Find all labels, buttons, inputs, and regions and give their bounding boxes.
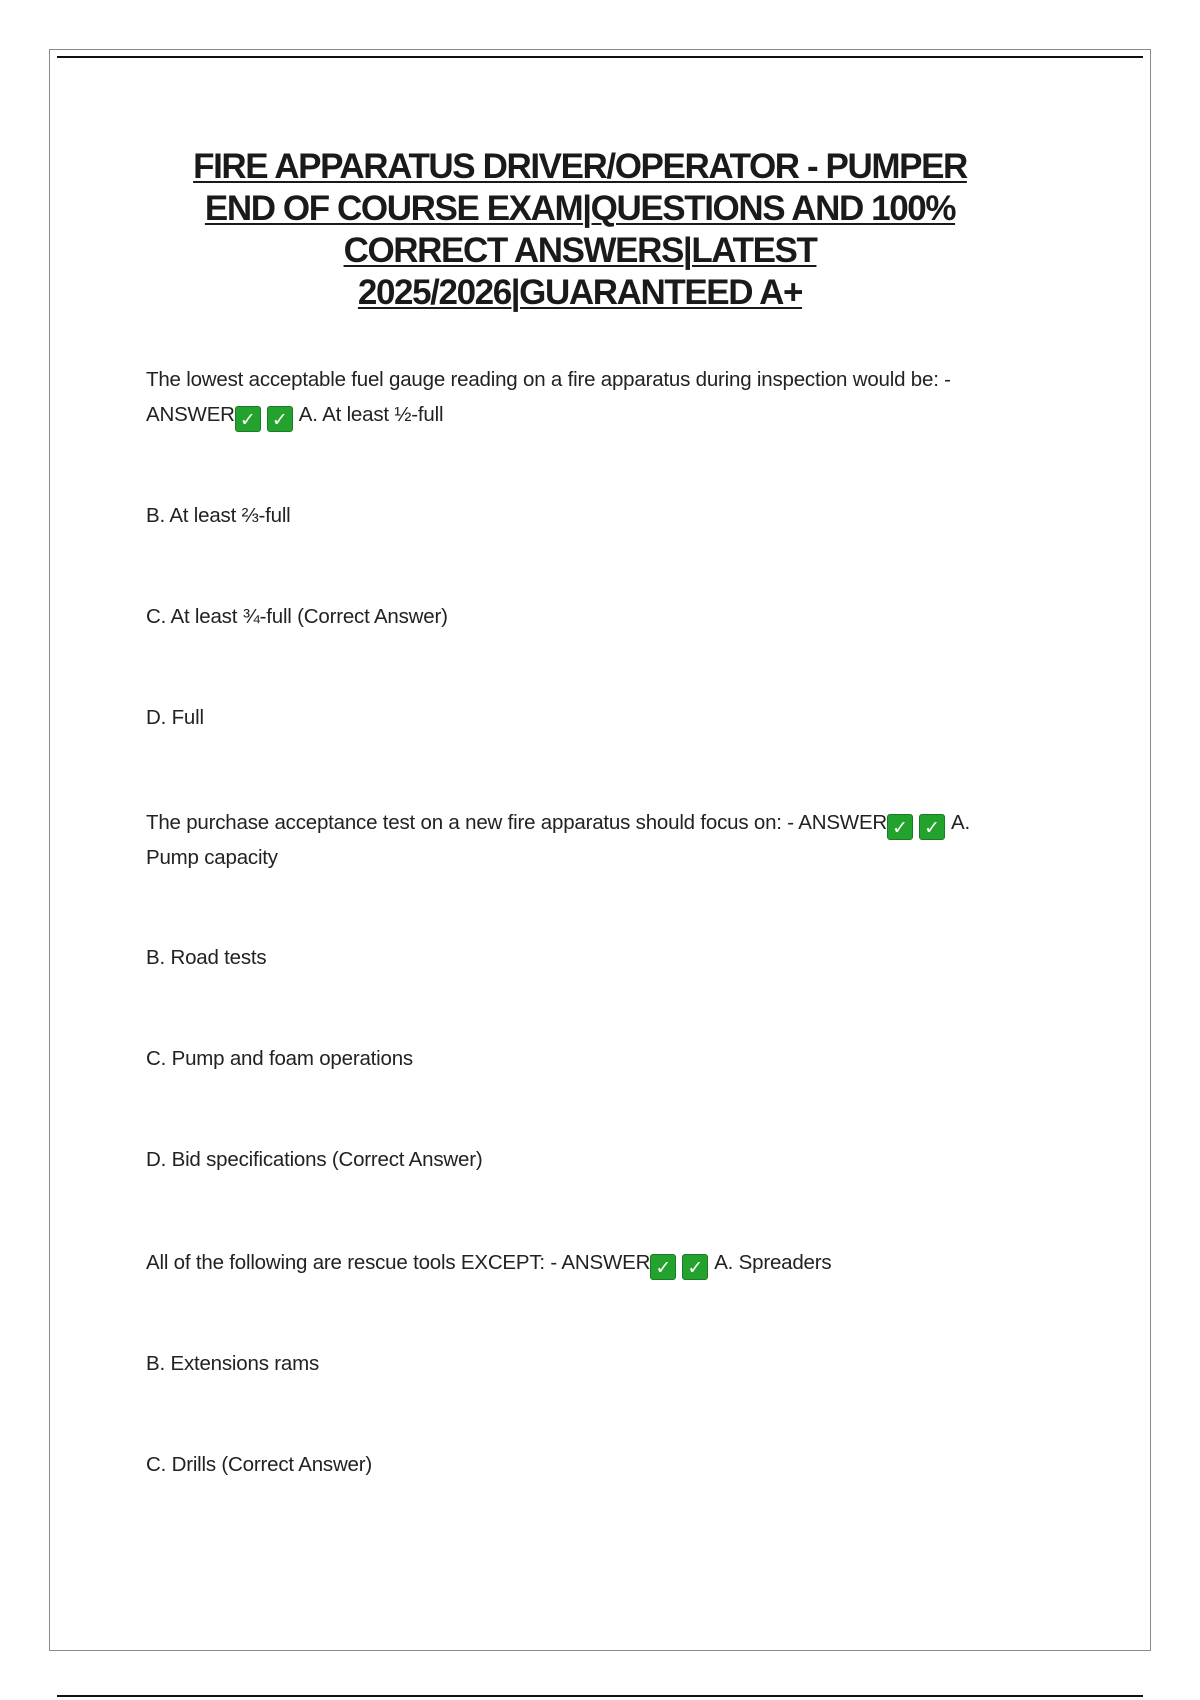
page-title [140, 146, 1020, 314]
check-mark-icon: ✓ [267, 406, 293, 432]
question-1-option-d: D. Full [146, 706, 204, 729]
question-3-option-c: C. Drills (Correct Answer) [146, 1453, 373, 1476]
check-mark-icon: ✓ [887, 814, 913, 840]
check-mark-icon: ✓ [650, 1254, 676, 1280]
check-mark-icon: ✓ [235, 406, 261, 432]
question-2-option-a: Pump capacity [146, 846, 278, 869]
question-2-option-d: D. Bid specifications (Correct Answer) [146, 1148, 483, 1171]
question-1-option-c: C. At least ¾-full (Correct Answer) [146, 605, 448, 628]
question-1 [146, 362, 1046, 432]
question-2-option-a-letter: A. [951, 811, 971, 834]
title-line-1: FIRE APPARATUS DRIVER/OPERATOR - PUMPER [193, 147, 967, 186]
title-line-4: 2025/2026|GUARANTEED A+ [357, 273, 803, 312]
question-2-option-c: C. Pump and foam operations [146, 1047, 413, 1070]
answer-label: ANSWER [146, 403, 235, 426]
check-mark-icon: ✓ [682, 1254, 708, 1280]
question-1-text: The lowest acceptable fuel gauge reading on a fire apparatus during inspection would be: - [146, 368, 951, 391]
title-line-3: CORRECT ANSWERS|LATEST [343, 231, 817, 270]
bottom-rule [57, 1695, 1143, 1697]
question-2-text: The purchase acceptance test on a new fire apparatus should focus on: - ANSWER [146, 811, 888, 834]
question-1-option-b: B. At least ⅔-full [146, 504, 291, 527]
top-rule [57, 56, 1143, 58]
question-3-option-a: A. Spreaders [714, 1251, 832, 1274]
question-2-option-b: B. Road tests [146, 946, 267, 969]
question-3-text: All of the following are rescue tools EXCEPT: - ANSWER [146, 1251, 651, 1274]
question-1-option-a: A. At least ½-full [298, 403, 444, 426]
question-3 [146, 1245, 1046, 1280]
question-3-option-b: B. Extensions rams [146, 1352, 319, 1375]
question-2 [146, 805, 1046, 875]
title-line-2: END OF COURSE EXAM|QUESTIONS AND 100% [204, 189, 956, 228]
check-mark-icon: ✓ [919, 814, 945, 840]
